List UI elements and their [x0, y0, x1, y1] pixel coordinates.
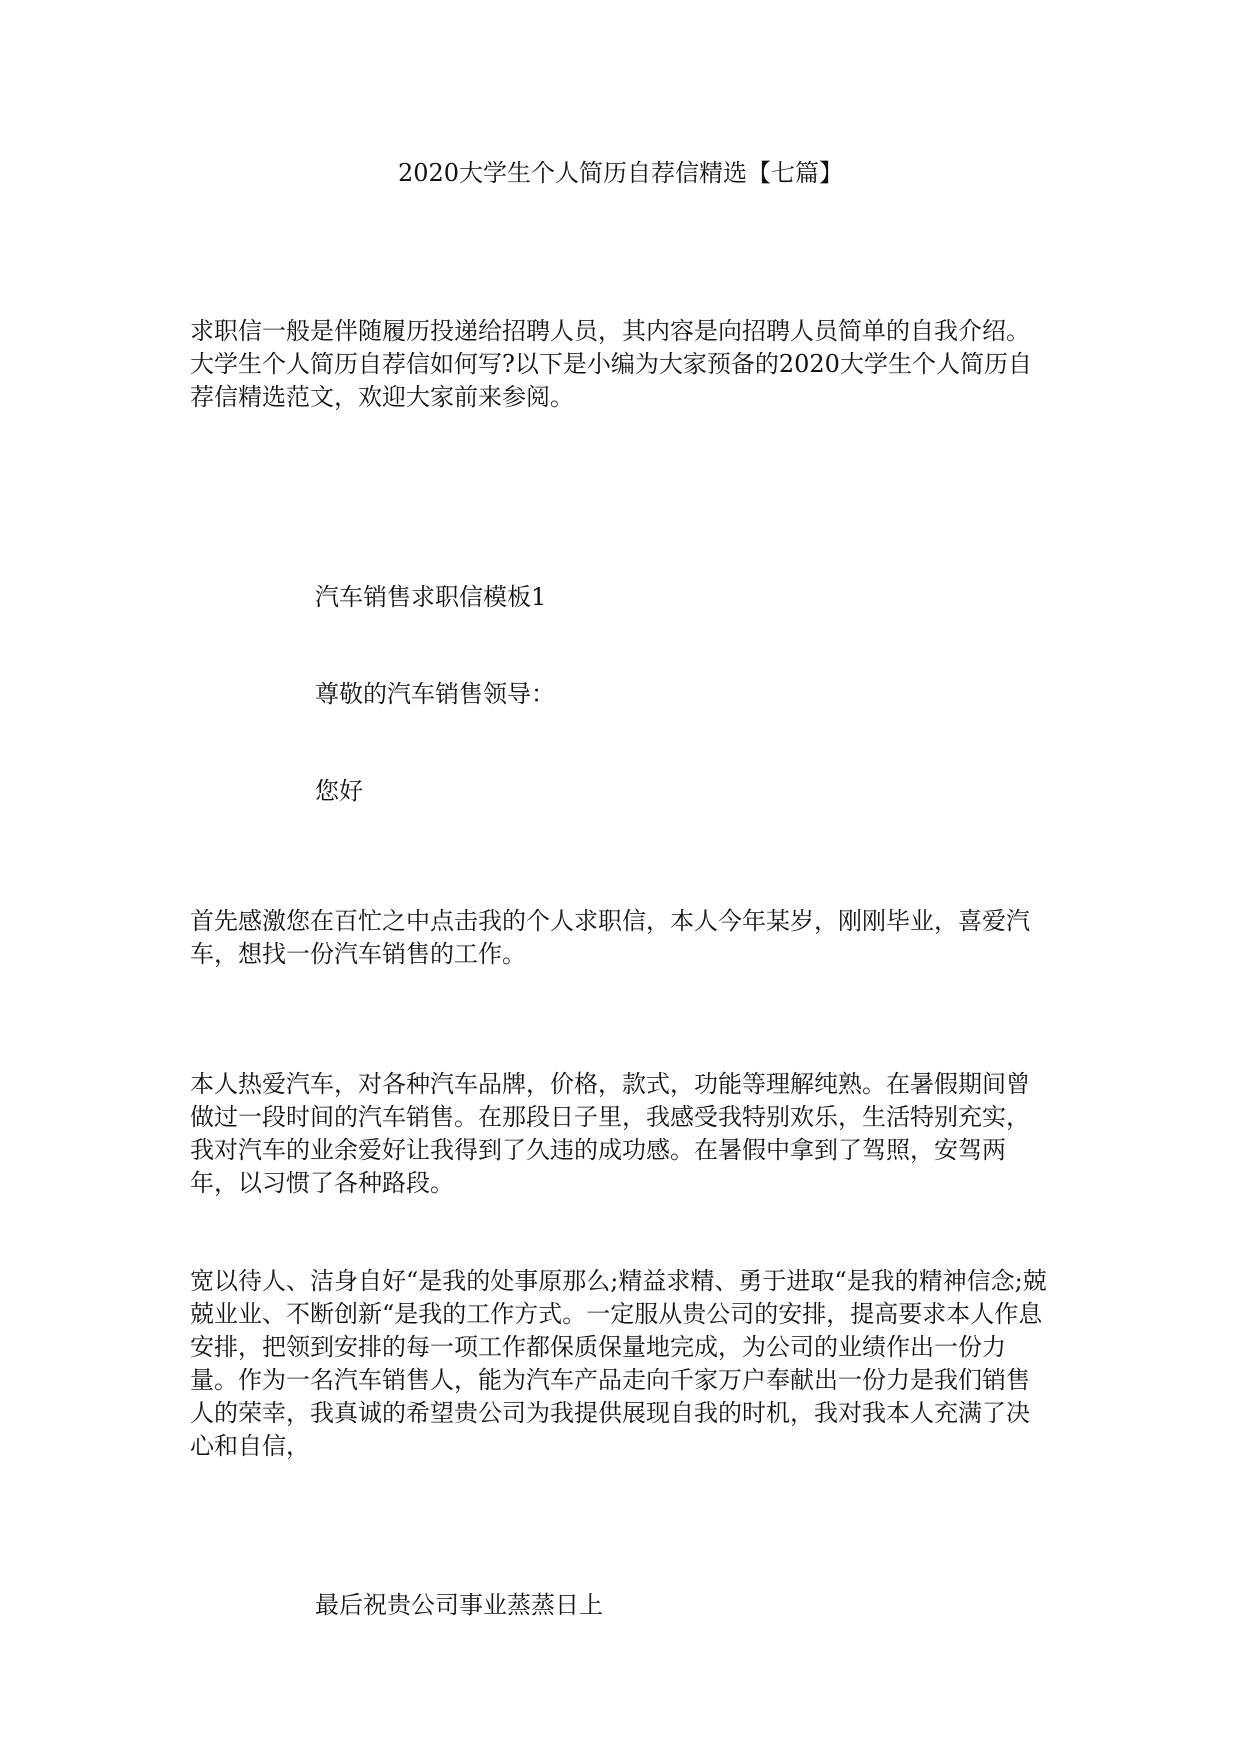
- body-paragraph-3: 宽以待人、洁身自好“是我的处事原那么;精益求精、勇于进取“是我的精神信念;兢兢业业、不断创新“是我的工作方式。一定服从贵公司的安排，提高要求本人作息安排，把领到安排的每一项工作都保质保量地完成，为公司的业绩作出一份力量。作为一名汽车销售人，能为汽车产品走向千家万户奉献出一份力是我们销售人的荣幸，我真诚的希望贵公司为我提供展现自我的时机，我对我本人充满了决心和自信，: [190, 1267, 1047, 1460]
- closing-line: 最后祝贵公司事业蒸蒸日上: [315, 1591, 603, 1619]
- greeting: 您好: [315, 777, 363, 805]
- body-paragraph-1: 首先感激您在百忙之中点击我的个人求职信，本人今年某岁，刚刚毕业，喜爱汽车，想找一份汽车销售的工作。: [190, 907, 1030, 968]
- section-title: 汽车销售求职信模板1: [315, 583, 547, 611]
- salutation: 尊敬的汽车销售领导：: [315, 680, 555, 708]
- intro-paragraph: 求职信一般是伴随履历投递给招聘人员，其内容是向招聘人员简单的自我介绍。大学生个人简历自荐信如何写?以下是小编为大家预备的2020大学生个人简历自荐信精选范文，欢迎大家前来参阅。: [190, 317, 1032, 411]
- document-title: 2020大学生个人简历自荐信精选【七篇】: [397, 159, 844, 187]
- body-paragraph-2: 本人热爱汽车，对各种汽车品牌，价格，款式，功能等理解纯熟。在暑假期间曾做过一段时间的汽车销售。在那段日子里，我感受我特别欢乐，生活特别充实，我对汽车的业余爱好让我得到了久违的成功感。在暑假中拿到了驾照，安驾两年，以习惯了各种路段。: [190, 1070, 1030, 1197]
